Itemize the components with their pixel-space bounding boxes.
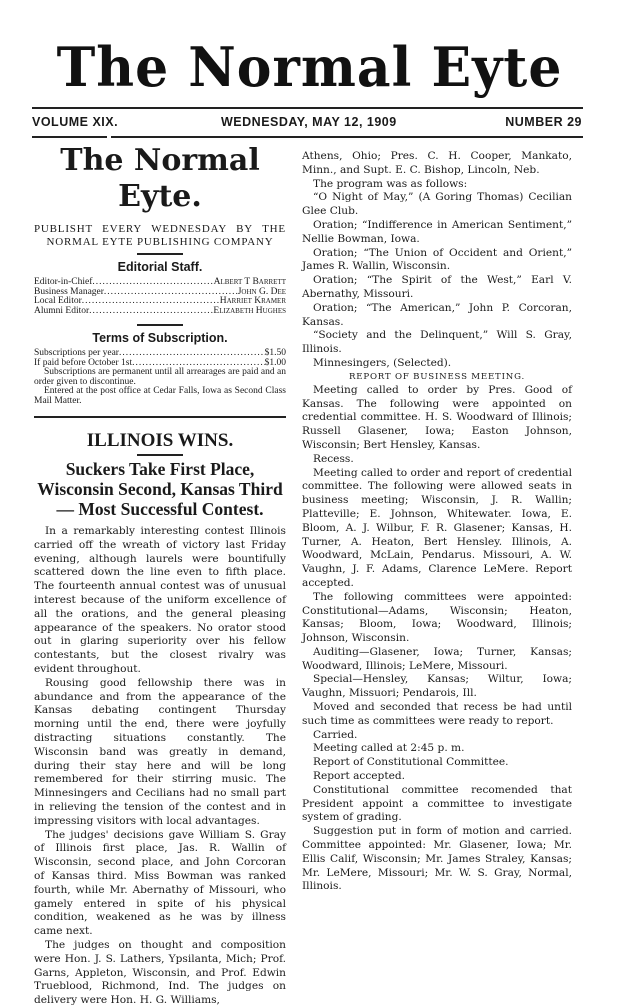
sub-masthead: The Normal Eyte. xyxy=(60,143,260,214)
staff-name: Albert T Barrett xyxy=(213,277,286,287)
publisher-company: NORMAL EYTE PUBLISHING COMPANY xyxy=(46,236,274,248)
staff-name: Elizabeth Hughes xyxy=(213,305,286,316)
meeting-paragraph: Suggestion put in form of motion and carried. Committee appointed: Mr. Glasener, Iowa; Mr. Ellis Calif, Wisconsin; Mr. James Straley, Kansas; Mr. LeMere, Missouri; Mr. W. S. Gray, Normal, Illinois. xyxy=(302,825,572,893)
meeting-paragraph: The following committees were appointed: Constitutional—Adams, Wisconsin; Heaton, Kansas; Bloom, Iowa; Woodward, Illinois; Johnson, Wisconsin. xyxy=(302,590,572,645)
meeting-paragraph: Meeting called to order and report of credential committee. The following were allowed seats in business meeting; Wisconsin, J. R. Wallin; Platteville; E. Johnson, Whitewater. Iowa, E. Bloom, A. J. Wilbur, F. R. Glasener; Kansas, H. Turner, A. Heaton, Bert Hensley. Illinois, A. Woodward, McLain, Pendarus. Missouri, A. W. Vaughn, J. F. Adams, Clarence LeMere. Report accepted. xyxy=(302,466,572,589)
staff-role: Local Editor xyxy=(34,296,82,306)
publisher-word: EVERY xyxy=(102,223,143,235)
masthead-rule-top xyxy=(32,107,583,109)
meeting-paragraph: Meeting called to order by Pres. Good of Kansas. The following were appointed on credential committee. H. S. Woodward of Illinois; Russell Glasener, Iowa; Easton Johnson, Wisconsin; Bert Hensley, Kansas. xyxy=(302,383,572,451)
leader-dots xyxy=(119,349,265,359)
staff-role: Business Manager xyxy=(34,286,104,297)
article-paragraph: In a remarkably interesting contest Illinois carried off the wreath of victory last Friday evening, although laurels were bountifully scattered down the line even to fifth place. The fourteenth annual contest was of unusual interest because of the uniform excellence of all the orations, and the general pleasing appearance of the speakers. No orator stood out in glaring superiority over his fellow contestants, but the closest rivalry was evident throughout. xyxy=(34,525,286,675)
program-item: Oration; “The American,” John P. Corcoran, Kansas. xyxy=(302,301,572,328)
meeting-paragraph: Moved and seconded that recess be had until such time as committees were ready to report. xyxy=(302,701,572,727)
issue-number: NUMBER 29 xyxy=(505,115,582,129)
meeting-paragraph: Meeting called at 2:45 p. m. xyxy=(313,742,465,755)
article-paragraph: The judges on thought and composition were Hon. J. S. Lathers, Ypsilanta, Mich; Prof. Garns, Appleton, Wisconsin, and Prof. Edwin Trueblood, Richmond, Ind. The judges on delivery were Hon. H. G. Williams, xyxy=(34,938,286,1007)
meeting-paragraph: Report of Constitutional Committee. xyxy=(313,756,509,769)
publisher-word: BY xyxy=(236,223,254,235)
publisher-word: PUBLISHT xyxy=(34,223,93,235)
left-column xyxy=(34,143,286,1008)
article-headline: ILLINOIS WINS. xyxy=(86,430,234,451)
dateline-rule-left xyxy=(32,136,107,138)
leader-dots xyxy=(82,297,220,307)
newspaper-masthead: The Normal Eyte xyxy=(56,35,563,100)
meeting-paragraph: Carried. xyxy=(313,728,358,741)
staff-row xyxy=(34,307,286,317)
staff-name: Harriet Kramer xyxy=(219,296,286,306)
editorial-staff-list xyxy=(34,278,286,316)
dateline xyxy=(32,115,582,131)
issue-date: WEDNESDAY, MAY 12, 1909 xyxy=(221,115,397,129)
subscription-label: Subscriptions per year xyxy=(34,348,119,358)
program-intro: The program was as follows: xyxy=(313,177,468,190)
business-meeting-heading: REPORT OF BUSINESS MEETING. xyxy=(349,371,525,382)
article-paragraph: The judges' decisions gave William S. Gray of Illinois first place, Jas. R. Wallin of Wisconsin, second place, and John Corcoran of Kansas third. Miss Bowman was ranked fourth, while Mr. Abernathy of Missouri, who gamely entered in spite of his physical condition, weakened as he was by illness came next. xyxy=(34,828,286,938)
postal-note: Entered at the post office at Cedar Falls, Iowa as Second Class Mail Matter. xyxy=(34,386,286,406)
program-item: Oration; “Indifference in American Sentiment,” Nellie Bowman, Iowa. xyxy=(302,218,572,245)
article-paragraph: Athens, Ohio; Pres. C. H. Cooper, Mankato, Minn., and Supt. E. C. Bishop, Lincoln, Neb. xyxy=(302,150,572,176)
subscription-note: Subscriptions are permanent until all arrearages are paid and an order given to discontinue. xyxy=(34,367,286,387)
publisher-notice xyxy=(34,223,286,249)
dateline-rule-right xyxy=(111,136,583,138)
divider xyxy=(137,454,183,456)
meeting-paragraph: Constitutional committee recomended that President appoint a committee to investigate system of grading. xyxy=(302,783,572,824)
staff-role: Editor-in-Chief xyxy=(34,277,93,287)
right-column xyxy=(302,150,572,894)
program-item: Oration; “The Union of Occident and Orient,” James R. Wallin, Wisconsin. xyxy=(302,246,572,273)
subscription-label: If paid before October 1st xyxy=(34,357,133,368)
subscription-price: $1.00 xyxy=(264,357,286,368)
article-subhead: Suckers Take First Place, Wisconsin Second, Kansas Third— Most Successful Contest. xyxy=(37,459,283,519)
divider xyxy=(137,324,183,326)
article-body xyxy=(34,525,286,1008)
program-item: Minnesingers, (Selected). xyxy=(313,356,452,369)
editorial-staff-heading: Editorial Staff. xyxy=(117,260,203,274)
article-paragraph: Rousing good fellowship there was in abundance and from the appearance of the Kansas debating contingent Thursday morning until the end, there were joyfully distracting situations constantly. The Wisconsin band was greatly in demand, during their stay here and will be long remembered for their stirring music. The Minnesingers and Cecilians had no small part in relieving the tension of the contest and in impressing visitors with local advantages. xyxy=(34,676,286,827)
meeting-paragraph: Recess. xyxy=(313,452,354,465)
publisher-word: THE xyxy=(262,223,286,235)
staff-name: John G. Dee xyxy=(237,286,286,297)
subscription-heading: Terms of Subscription. xyxy=(92,331,228,345)
meeting-paragraph: Special—Hensley, Kansas; Wiltur, Iowa; Vaughn, Missuori; Pendarois, Ill. xyxy=(302,673,572,700)
leader-dots xyxy=(89,307,213,317)
subscription-price: $1.50 xyxy=(264,348,286,358)
leader-dots xyxy=(104,288,238,298)
volume-label: VOLUME XIX. xyxy=(32,115,119,129)
section-divider xyxy=(34,416,286,418)
program-item: “Society and the Delinquent,” Will S. Gray, Illinois. xyxy=(302,329,572,356)
staff-role: Alumni Editor xyxy=(34,305,90,316)
meeting-paragraph: Auditing—Glasener, Iowa; Turner, Kansas; Woodward, Illinois; LeMere, Missouri. xyxy=(302,645,572,672)
program-item: Oration; “The Spirit of the West,” Earl V. Abernathy, Missouri. xyxy=(302,274,572,300)
meeting-paragraph: Report accepted. xyxy=(313,770,406,783)
divider xyxy=(137,253,183,255)
leader-dots xyxy=(92,278,213,288)
subscription-list xyxy=(34,349,286,368)
publisher-word: WEDNESDAY xyxy=(151,223,228,235)
program-item: “O Night of May,” (A Goring Thomas) Cecilian Glee Club. xyxy=(302,191,572,218)
